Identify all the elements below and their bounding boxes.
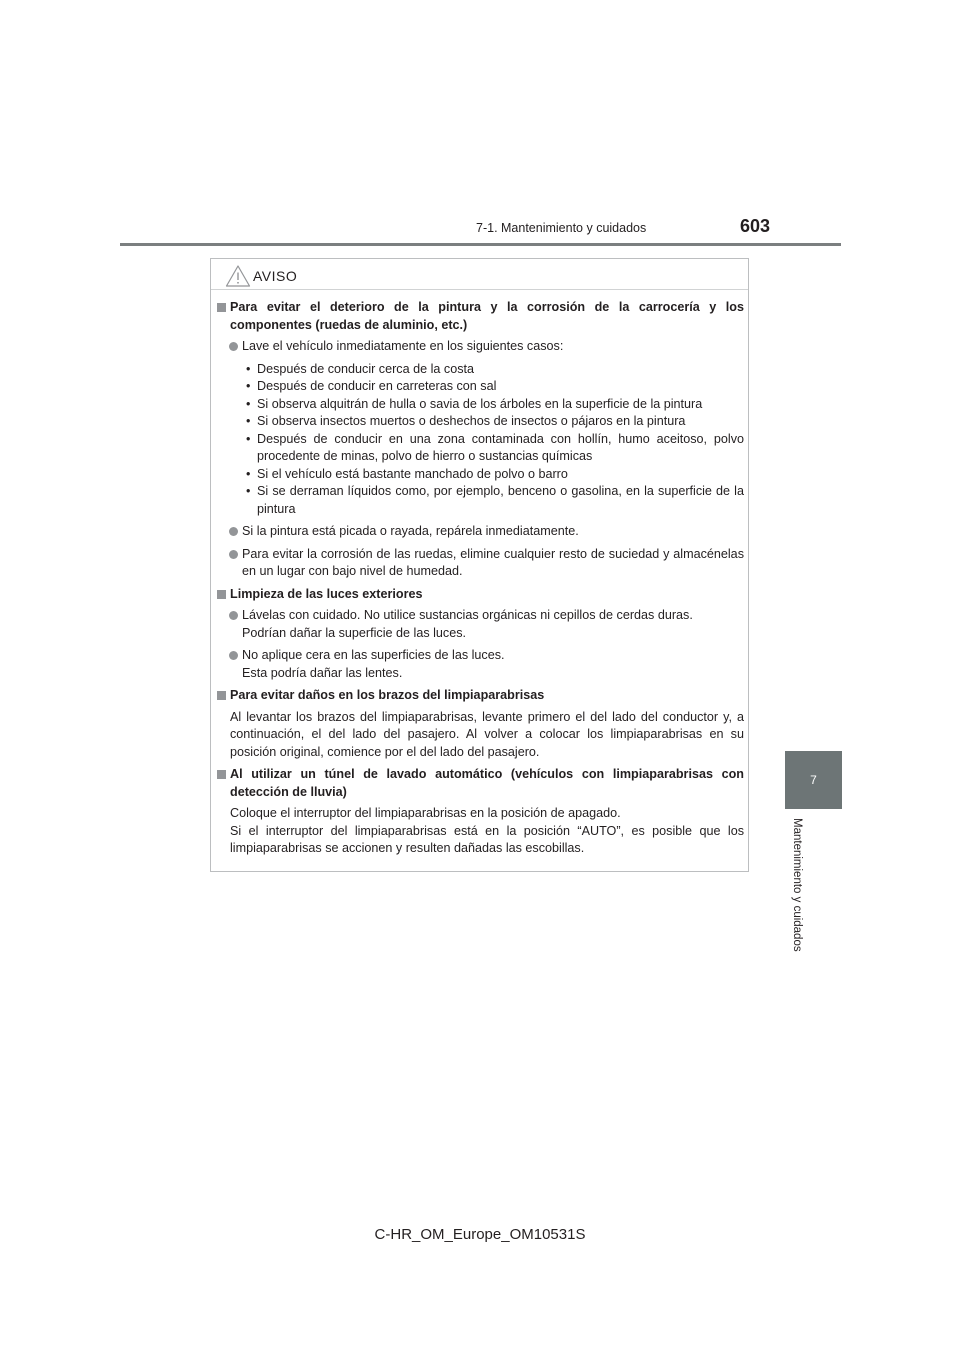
bullet-item [217, 647, 744, 682]
running-header-section: 7-1. Mantenimiento y cuidados [476, 221, 647, 235]
bullet-item [217, 607, 744, 642]
section-body-line: Coloque el interruptor del limpiaparabrisas en la posición de apagado. [230, 806, 621, 820]
bullet-text-line: No aplique cera en las superficies de las luces. [242, 648, 505, 662]
section-body: Al levantar los brazos del limpiaparabrisas, levante primero el del lado del conductor y, a continuación, el del lado del pasajero. Al volver a colocar los limpiaparabrisas en su posición original, comience por el del lado del pasajero. [230, 709, 744, 759]
circle-bullet-icon [229, 651, 238, 660]
warning-content [217, 299, 744, 863]
sub-list-item: • Después de conducir en una zona contaminada con hollín, humo aceitoso, polvo procedente de minas, polvo de hierro o sustancias químicas [246, 431, 744, 463]
circle-bullet-icon [229, 342, 238, 351]
bullet-text: Para evitar la corrosión de las ruedas, elimine cualquier resto de suciedad y almacénelas en un lugar con bajo nivel de humedad. [242, 546, 744, 578]
sub-item-text: Si el vehículo está bastante manchado de polvo o barro [257, 466, 568, 481]
section-wiper-arms [217, 687, 744, 761]
warning-header [225, 263, 297, 289]
sub-item-text: Después de conducir cerca de la costa [257, 361, 475, 376]
warning-triangle-icon [225, 264, 251, 288]
section-title-text: Para evitar el deterioro de la pintura y la corrosión de la carrocería y los componentes (ruedas de aluminio, etc.) [230, 300, 744, 332]
sub-item-text: Si observa alquitrán de hulla o savia de los árboles en la superficie de la pintura [257, 396, 703, 411]
sub-list-item: • Después de conducir en carreteras con sal [246, 379, 497, 393]
bullet-item [217, 546, 744, 581]
page-number: 603 [740, 216, 771, 236]
bullet-text: Lave el vehículo inmediatamente en los siguientes casos: [242, 339, 564, 353]
bullet-item [217, 523, 744, 541]
sub-item-text: Después de conducir en carreteras con sal [257, 379, 497, 393]
square-bullet-icon [217, 691, 226, 700]
warning-divider [211, 289, 748, 290]
square-bullet-icon [217, 770, 226, 779]
chapter-side-title: Mantenimiento y cuidados [791, 818, 803, 952]
square-bullet-icon [217, 590, 226, 599]
section-title [217, 687, 744, 705]
bullet-text-line: Lávelas con cuidado. No utilice sustancias orgánicas ni cepillos de cerdas duras. [242, 608, 693, 622]
section-body-line: Si el interruptor del limpiaparabrisas está en la posición “AUTO”, es posible que los limpiaparabrisas se accionen y resulten dañadas las escobillas. [230, 823, 744, 855]
circle-bullet-icon [229, 611, 238, 620]
bullet-text-line: Podrían dañar la superficie de las luces. [242, 625, 467, 640]
document-code: C-HR_OM_Europe_OM10531S [374, 1226, 586, 1243]
bullet-text: Si la pintura está picada o rayada, repárela inmediatamente. [242, 524, 579, 538]
sub-list-item: • Si observa alquitrán de hulla o savia de los árboles en la superficie de la pintura [246, 396, 703, 411]
circle-bullet-icon [229, 550, 238, 559]
sub-list-item: • Si el vehículo está bastante manchado de polvo o barro [246, 466, 568, 481]
sub-item-text: Si observa insectos muertos o deshechos de insectos o pájaros en la pintura [257, 414, 686, 428]
circle-bullet-icon [229, 527, 238, 536]
sub-item-text: Si se derraman líquidos como, por ejemplo, benceno o gasolina, en la superficie de la pintura [257, 484, 744, 516]
section-title [217, 586, 744, 604]
section-title [217, 299, 744, 334]
section-car-wash [217, 766, 744, 858]
section-body [217, 805, 744, 858]
chapter-tab: 7 [785, 751, 842, 809]
warning-box [210, 258, 749, 872]
sub-list-item: • Después de conducir cerca de la costa [246, 361, 475, 376]
warning-title: AVISO [253, 268, 298, 284]
header-rule [120, 243, 841, 246]
section-title-text: Limpieza de las luces exteriores [230, 586, 423, 601]
sub-list [217, 361, 744, 519]
bullet-item [217, 338, 744, 356]
section-paint-corrosion [217, 299, 744, 581]
sub-list-item: • Si observa insectos muertos o deshechos de insectos o pájaros en la pintura [246, 414, 686, 428]
section-exterior-lights [217, 586, 744, 683]
bullet-text-line: Esta podría dañar las lentes. [242, 665, 403, 680]
sub-item-text: Después de conducir en una zona contaminada con hollín, humo aceitoso, polvo procedente de minas, polvo de hierro o sustancias químicas [257, 431, 744, 463]
square-bullet-icon [217, 303, 226, 312]
section-title-text: Para evitar daños en los brazos del limpiaparabrisas [230, 688, 545, 702]
section-title-text: Al utilizar un túnel de lavado automático (vehículos con limpiaparabrisas con detección de lluvia) [230, 767, 744, 799]
sub-list-item: • Si se derraman líquidos como, por ejemplo, benceno o gasolina, en la superficie de la pintura [246, 484, 744, 516]
section-title [217, 766, 744, 801]
